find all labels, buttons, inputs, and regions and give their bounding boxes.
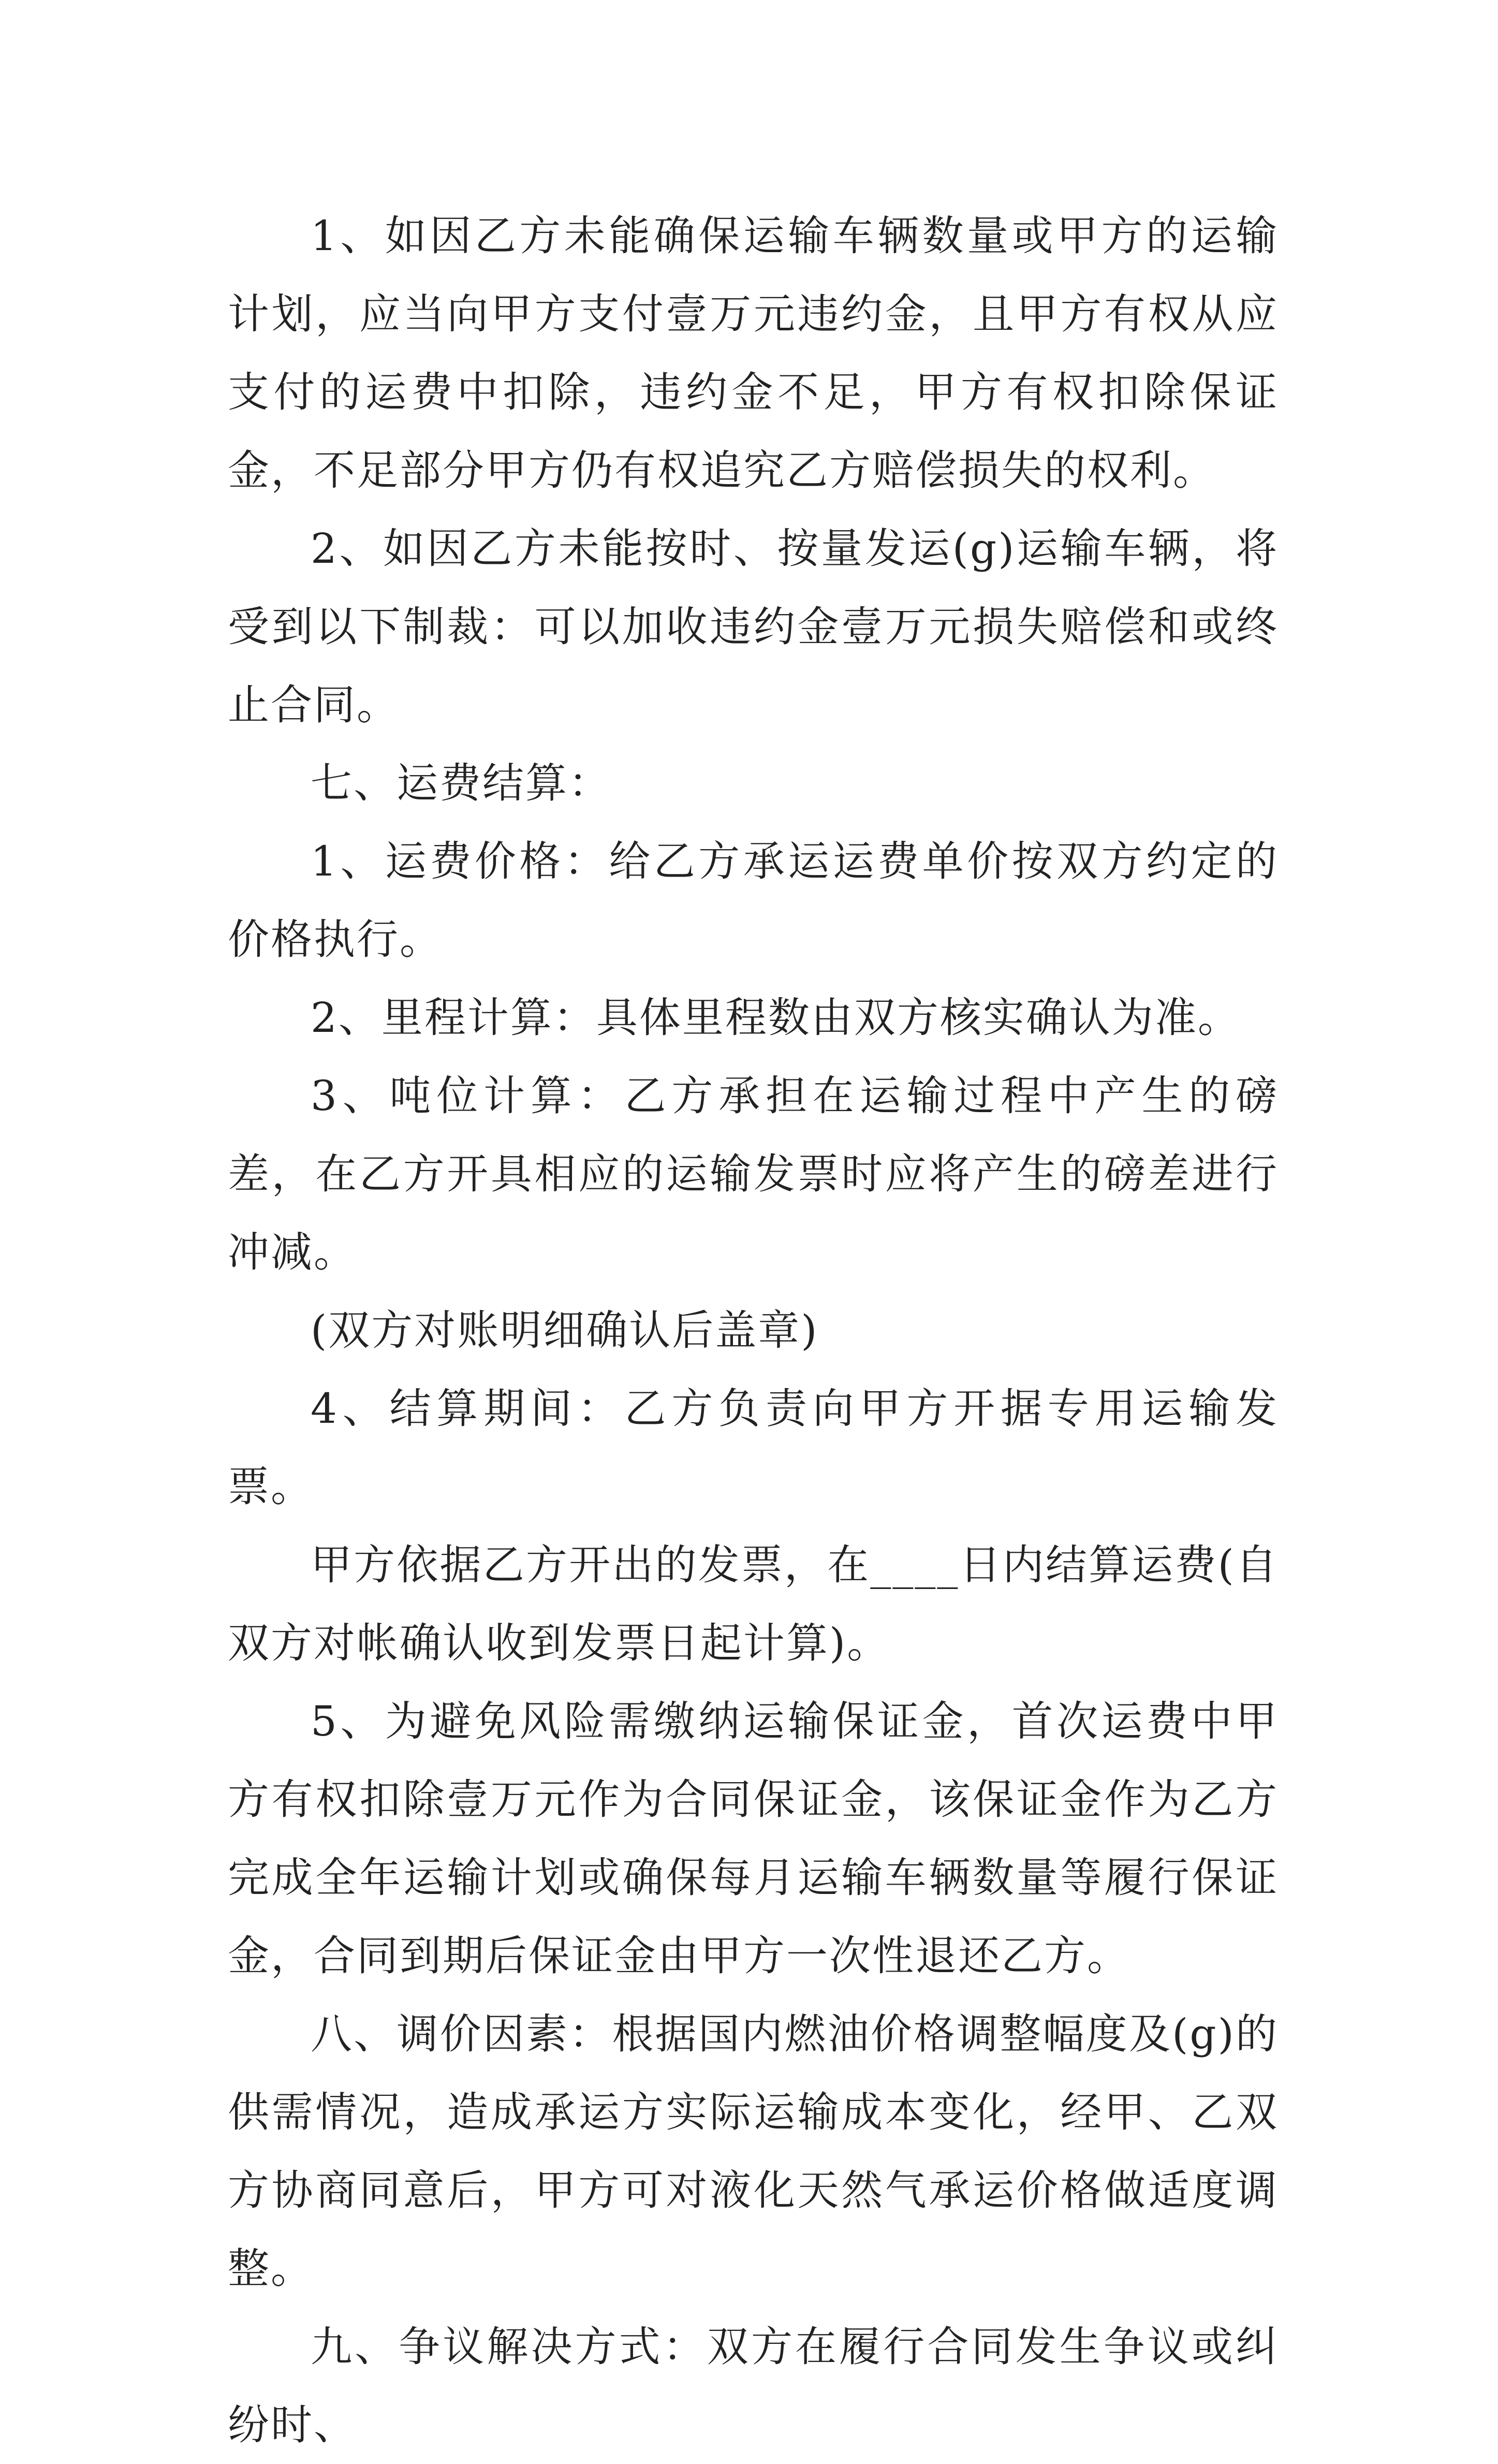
paragraph-penalty-2: 2、如因乙方未能按时、按量发运(g)运输车辆，将受到以下制裁：可以加收违约金壹万元损失赔偿和或终止合同。 — [228, 524, 1279, 729]
paragraph-freight-price: 1、运费价格：给乙方承运运费单价按双方约定的价格执行。 — [228, 837, 1279, 964]
paragraph-seal-note: (双方对账明细确认后盖章) — [311, 1306, 819, 1354]
paragraph-penalty-1: 1、如因乙方未能确保运输车辆数量或甲方的运输计划，应当向甲方支付壹万元违约金，且甲方有权从应支付的运费中扣除，违约金不足，甲方有权扣除保证金，不足部分甲方仍有权追究乙方赔偿损失的权利。 — [228, 212, 1279, 494]
paragraph-tonnage: 3、吨位计算：乙方承担在运输过程中产生的磅差，在乙方开具相应的运输发票时应将产生的磅差进行冲减。 — [228, 1072, 1279, 1276]
paragraph-price-adjustment: 八、调价因素：根据国内燃油价格调整幅度及(g)的供需情况，造成承运方实际运输成本变化，经甲、乙双方协商同意后，甲方可对液化天然气承运价格做适度调整。 — [228, 2010, 1279, 2293]
paragraph-deposit: 5、为避免风险需缴纳运输保证金，首次运费中甲方有权扣除壹万元作为合同保证金，该保证金作为乙方完成全年运输计划或确保每月运输车辆数量等履行保证金，合同到期后保证金由甲方一次性退还乙方。 — [228, 1697, 1279, 1980]
paragraph-payment-days: 甲方依据乙方开出的发票，在____日内结算运费(自双方对帐确认收到发票日起计算)。 — [228, 1541, 1279, 1667]
document-body — [228, 197, 1279, 2464]
paragraph-dispute-resolution: 九、争议解决方式：双方在履行合同发生争议或纠纷时、 — [228, 2323, 1279, 2449]
section-heading-freight-settlement: 七、运费结算： — [311, 759, 611, 807]
paragraph-mileage: 2、里程计算：具体里程数由双方核实确认为准。 — [311, 994, 1241, 1042]
paragraph-settlement-period: 4、结算期间：乙方负责向甲方开据专用运输发票。 — [228, 1384, 1279, 1511]
